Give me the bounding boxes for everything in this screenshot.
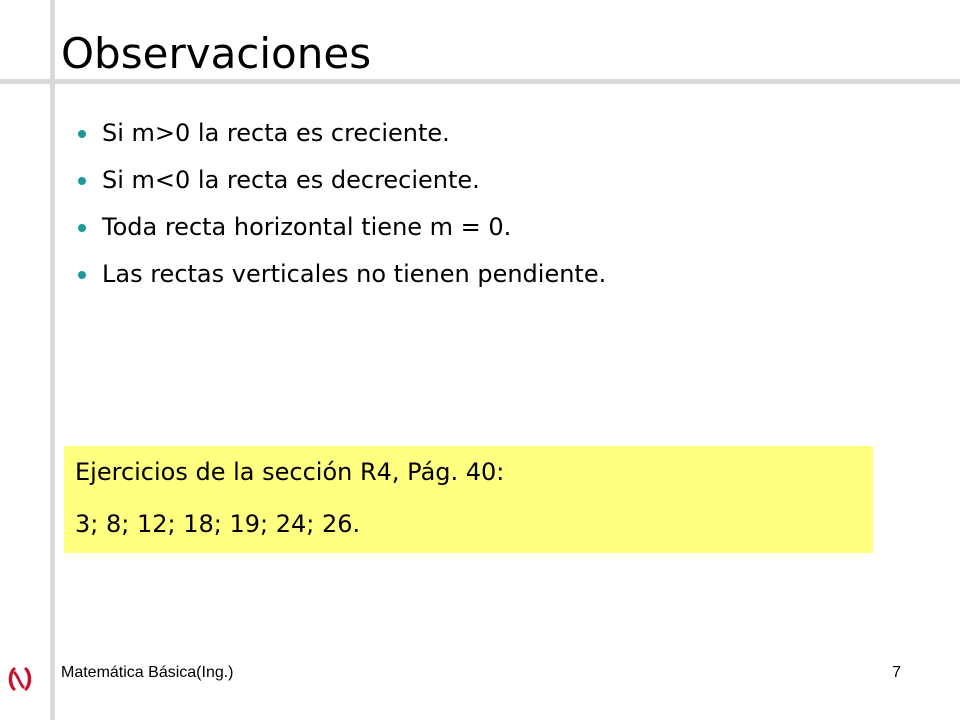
bullet-text: Si m>0 la recta es creciente. <box>102 119 450 147</box>
bullet-dot-icon <box>78 224 86 232</box>
footer-course-name: Matemática Básica(Ing.) <box>61 664 234 681</box>
bullet-text: Si m<0 la recta es decreciente. <box>102 166 480 194</box>
page-number: 7 <box>892 664 901 681</box>
bullet-item <box>76 204 606 251</box>
university-logo-icon <box>4 661 36 697</box>
vertical-divider <box>50 0 55 720</box>
bullet-dot-icon <box>78 271 86 279</box>
exercise-list: 3; 8; 12; 18; 19; 24; 26. <box>75 510 361 538</box>
bullet-item <box>76 157 606 204</box>
exercise-heading: Ejercicios de la sección R4, Pág. 40: <box>75 458 505 486</box>
bullet-list <box>76 110 606 298</box>
bullet-item <box>76 110 606 157</box>
bullet-text: Las rectas verticales no tienen pendiente. <box>102 260 607 288</box>
bullet-dot-icon <box>78 130 86 138</box>
slide-title: Observaciones <box>61 29 372 78</box>
bullet-text: Toda recta horizontal tiene m = 0. <box>102 213 512 241</box>
bullet-item <box>76 251 606 298</box>
exercise-highlight-box <box>64 446 873 553</box>
bullet-dot-icon <box>78 177 86 185</box>
